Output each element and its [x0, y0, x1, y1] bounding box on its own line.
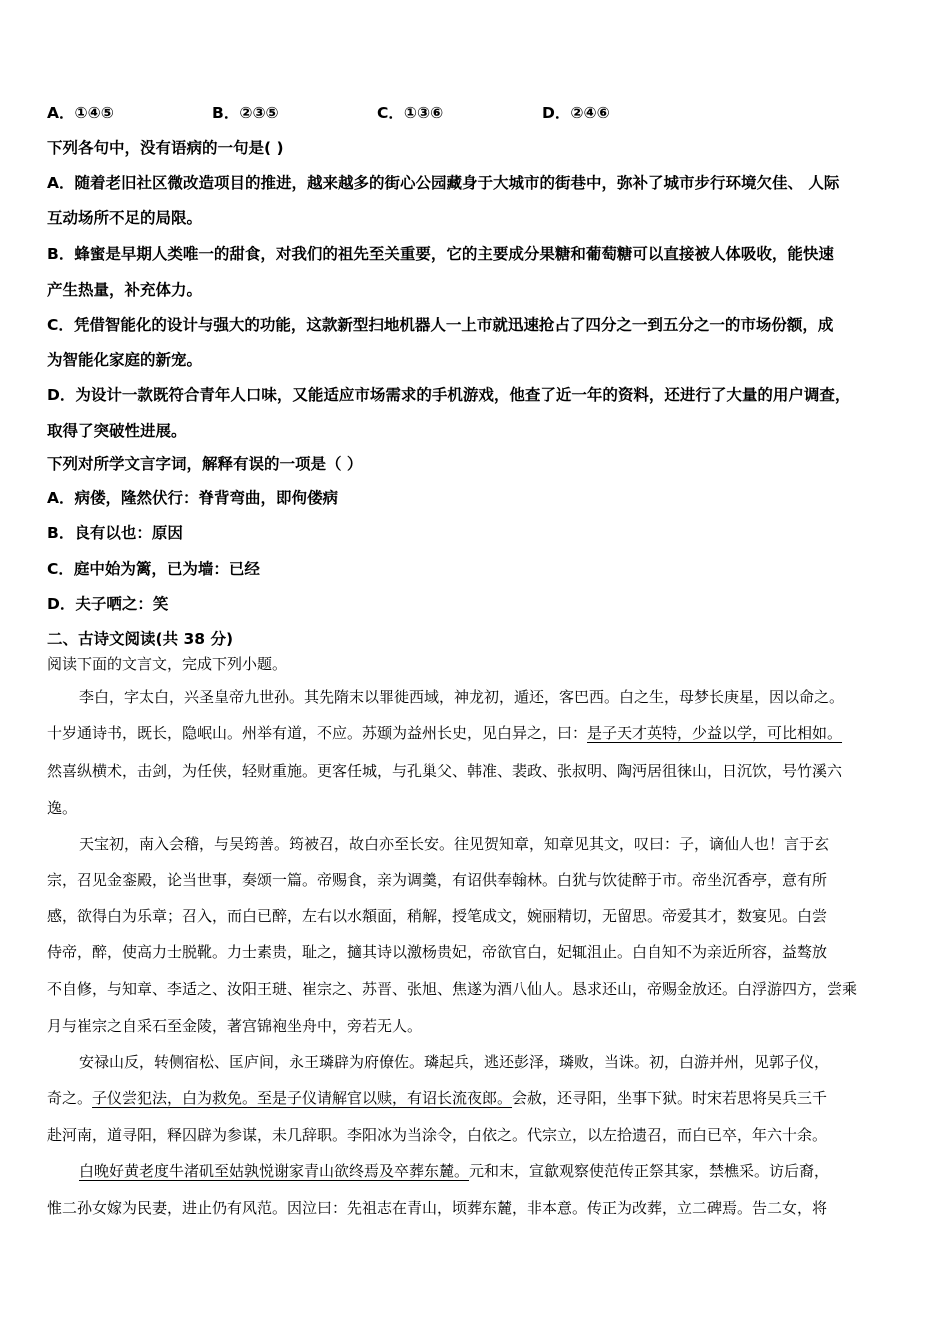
- passage-line: 李白，字太白，兴圣皇帝九世孙。其先隋末以罪徙西域，神龙初，遁还，客巴西。白之生，母梦长庚星，因以命之。: [79, 688, 845, 706]
- passage-line: 逸。: [47, 799, 78, 817]
- option-b: B．②③⑤: [212, 104, 279, 122]
- answer-a-line2: 互动场所不足的局限。: [47, 209, 203, 227]
- underlined-sentence: 白晚好黄老度牛渚矶至姑孰悦谢家青山欲终焉及卒葬东麓。: [79, 1162, 470, 1180]
- passage-line: 然喜纵横术，击剑，为任侠，轻财重施。更客任城，与孔巢父、韩准、裴政、张叔明、陶沔居徂徕山，日沉饮，号竹溪六: [47, 762, 843, 780]
- passage-line: 不自修，与知章、李适之、汝阳王琎、崔宗之、苏晋、张旭、焦遂为酒八仙人。恳求还山，帝赐金放还。白浮游四方，尝乘: [47, 980, 858, 998]
- question-stem: 下列各句中，没有语病的一句是( ): [47, 139, 284, 157]
- passage-line: 感，欲得白为乐章；召入，而白已醉，左右以水頮面，稍解，授笔成文，婉丽精切，无留思。帝爱其才，数宴见。白尝: [47, 907, 828, 925]
- passage-line: 月与崔宗之自采石至金陵，著宫锦袍坐舟中，旁若无人。: [47, 1017, 423, 1035]
- answer-d: D．夫子哂之：笑: [47, 595, 169, 613]
- passage-line: 奇之。子仪尝犯法，白为救免。至是子仪请解官以赎，有诏长流夜郎。会赦，还寻阳，坐事下狱。时宋若思将吴兵三千: [47, 1089, 828, 1107]
- passage-line: 白晚好黄老度牛渚矶至姑孰悦谢家青山欲终焉及卒葬东麓。元和末，宣歙观察使范传正祭其家，禁樵采。访后裔，: [79, 1162, 830, 1180]
- answer-b: B．良有以也：原因: [47, 524, 183, 542]
- passage-line: 宗，召见金銮殿，论当世事，奏颂一篇。帝赐食，亲为调羹，有诏供奉翰林。白犹与饮徒醉于市。帝坐沉香亭，意有所: [47, 871, 828, 889]
- option-d: D．②④⑥: [542, 104, 610, 122]
- passage-line: 天宝初，南入会稽，与吴筠善。筠被召，故白亦至长安。往见贺知章，知章见其文，叹曰：子，谪仙人也！言于玄: [79, 835, 830, 853]
- passage-line: 侍帝，醉，使高力士脱靴。力士素贵，耻之，擿其诗以激杨贵妃，帝欲官白，妃辄沮止。白自知不为亲近所容，益骜放: [47, 943, 828, 961]
- answer-a: A．病偻，隆然伏行：脊背弯曲，即佝偻病: [47, 489, 338, 507]
- answer-b-line2: 产生热量，补充体力。: [47, 281, 203, 299]
- question-stem: 下列对所学文言字词，解释有误的一项是（ ）: [47, 455, 363, 473]
- answer-d-line2: 取得了突破性进展。: [47, 422, 187, 440]
- option-a: A．①④⑤: [47, 104, 114, 122]
- section-title: 二、古诗文阅读(共 38 分): [47, 630, 234, 648]
- passage-line: 惟二孙女嫁为民妻，进止仍有风范。因泣曰：先祖志在青山，顷葬东麓，非本意。传正为改葬，立二碑焉。告二女，将: [47, 1199, 828, 1217]
- underlined-sentence: 子仪尝犯法，白为救免。至是子仪请解官以赎，有诏长流夜郎。: [92, 1089, 513, 1107]
- answer-d-line1: D．为设计一款既符合青年人口味，又能适应市场需求的手机游戏，他查了近一年的资料，还进行了大量的用户调查，: [47, 386, 851, 404]
- answer-c-line1: C．凭借智能化的设计与强大的功能，这款新型扫地机器人一上市就迅速抢占了四分之一到五分之一的市场份额，成: [47, 316, 834, 334]
- answer-c: C．庭中始为篱，已为墙：已经: [47, 560, 260, 578]
- option-c: C．①③⑥: [377, 104, 444, 122]
- answer-c-line2: 为智能化家庭的新宠。: [47, 351, 203, 369]
- passage-line: 安禄山反，转侧宿松、匡庐间，永王璘辟为府僚佐。璘起兵，逃还彭泽，璘败，当诛。初，白游并州，见郭子仪，: [79, 1053, 830, 1071]
- passage-line: 赴河南，道寻阳，释囚辟为参谋，未几辞职。李阳冰为当涂令，白依之。代宗立，以左拾遗召，而白已卒，年六十余。: [47, 1126, 828, 1144]
- answer-a-line1: A．随着老旧社区微改造项目的推进，越来越多的街心公园藏身于大城市的街巷中，弥补了城市步行环境欠佳、 人际: [47, 174, 840, 192]
- passage-line: 十岁通诗书，既长，隐岷山。州举有道，不应。苏颋为益州长史，见白异之，曰：是子天才英特，少益以学，可比相如。: [47, 724, 843, 742]
- answer-b-line1: B．蜂蜜是早期人类唯一的甜食，对我们的祖先至关重要，它的主要成分果糖和葡萄糖可以直接被人体吸收，能快速: [47, 245, 834, 263]
- section-instruction: 阅读下面的文言文，完成下列小题。: [47, 655, 288, 673]
- underlined-sentence: 是子天才英特，少益以学，可比相如。: [587, 724, 843, 742]
